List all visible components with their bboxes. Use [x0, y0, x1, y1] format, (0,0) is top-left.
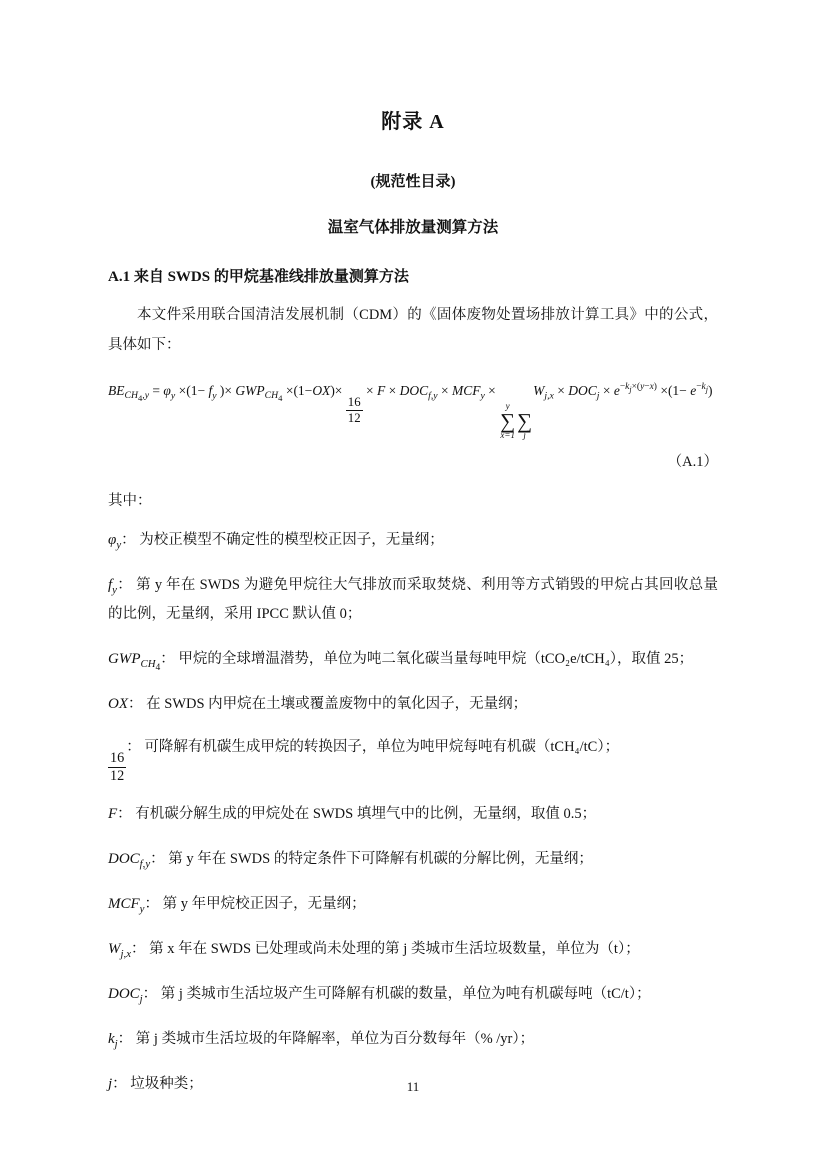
definition-item-phi-y	[108, 526, 718, 555]
method-title: 温室气体排放量测算方法	[327, 219, 499, 236]
definition-text: ： 甲烷的全球增温潜势，单位为吨二氧化碳当量每吨甲烷（tCO₂e/tCH₄），取值 25；	[160, 651, 694, 667]
definition-item-w-jx	[108, 935, 718, 964]
appendix-title: 附录 A	[381, 111, 445, 133]
definition-symbol: $DOC_{f,y}$	[108, 850, 151, 870]
definition-symbol: j	[108, 1075, 113, 1092]
definition-item-f-y	[108, 571, 718, 629]
definition-text: ： 第 y 年在 SWDS 为避免甲烷往大气排放而采取焚烧、利用等方式销毁的甲烷占其回收总量的比例，无量纲，采用 IPCC 默认值 0；	[108, 577, 718, 622]
definition-text: ： 第 j 类城市生活垃圾的年降解率，单位为百分数每年（% /yr）；	[117, 1030, 535, 1047]
definition-symbol: F	[108, 805, 118, 822]
appendix-subtitle: (规范性目录)	[370, 174, 456, 190]
definition-text: ： 垃圾种类；	[112, 1075, 203, 1092]
definition-item-ox	[108, 690, 718, 719]
equation-number: （A.1）	[667, 454, 718, 470]
equation-a1: $BE_{CH_4,y} = \varphi_y \times(1- f_y$ )× $GWP_{CH_4} \times(1-OX)\times$ $\frac{16}{12}$ × $F \times DOC_{f,y} \times MCF_y$ × y ∑ x=1 ∑ j $W_{j,x} \times DOC_j \times e^{-k_j\times(y-x)} \times(1- e^{-k_j})$	[108, 382, 713, 441]
definition-symbol: OX	[108, 696, 128, 712]
definition-item-doc-j	[108, 980, 718, 1009]
page-number: 11	[406, 1079, 420, 1094]
definition-symbol: $DOC_j$	[108, 985, 143, 1005]
definition-symbol: $MCF_y$	[108, 895, 145, 915]
definition-item-f	[108, 800, 718, 829]
definition-text: ： 第 y 年甲烷校正因子，无量纲；	[144, 895, 366, 912]
definition-item-mcf-y	[108, 890, 718, 919]
definition-text: ： 可降解有机碳生成甲烷的转换因子，单位为吨甲烷每吨有机碳（tCH₄/tC）；	[126, 739, 620, 755]
definition-symbol: $GWP_{CH_4}$	[108, 651, 161, 674]
definition-symbol: $f_y$	[108, 577, 117, 596]
definition-item-doc-fy	[108, 845, 718, 874]
definition-text: ： 第 j 类城市生活垃圾产生可降解有机碳的数量，单位为吨有机碳每吨（tC/t）；	[142, 985, 651, 1002]
definition-item-gwp-ch4	[108, 645, 718, 674]
definition-text: ： 第 y 年在 SWDS 的特定条件下可降解有机碳的分解比例，无量纲；	[150, 850, 593, 867]
definition-symbol: $\frac{16}{12}$	[110, 750, 125, 784]
definition-item-16-12	[108, 733, 718, 784]
section-heading-a1: A.1 来自 SWDS 的甲烷基准线排放量测算方法	[108, 269, 409, 285]
intro-paragraph: 本文件采用联合国清洁发展机制（CDM）的《固体废物处置场排放计算工具》中的公式，具体如下：	[108, 307, 718, 353]
definitions-intro: 其中：	[108, 493, 152, 509]
definition-text: ： 为校正模型不确定性的模型校正因子，无量纲；	[121, 532, 444, 548]
definition-text: ： 有机碳分解生成的甲烷处在 SWDS 填埋气中的比例，无量纲，取值 0.5；	[117, 805, 597, 822]
formula-block	[108, 382, 718, 441]
definition-text: ： 第 x 年在 SWDS 已处理或尚未处理的第 j 类城市生活垃圾数量，单位为（t）；	[131, 940, 640, 957]
definition-text: ： 在 SWDS 内甲烷在土壤或覆盖废物中的氧化因子，无量纲；	[128, 696, 528, 712]
definition-item-k-j	[108, 1025, 718, 1054]
definition-symbol: $W_{j,x}$	[108, 940, 131, 960]
definition-symbol: $\varphi_y$	[108, 532, 122, 551]
definition-symbol: $k_j$	[108, 1030, 118, 1050]
